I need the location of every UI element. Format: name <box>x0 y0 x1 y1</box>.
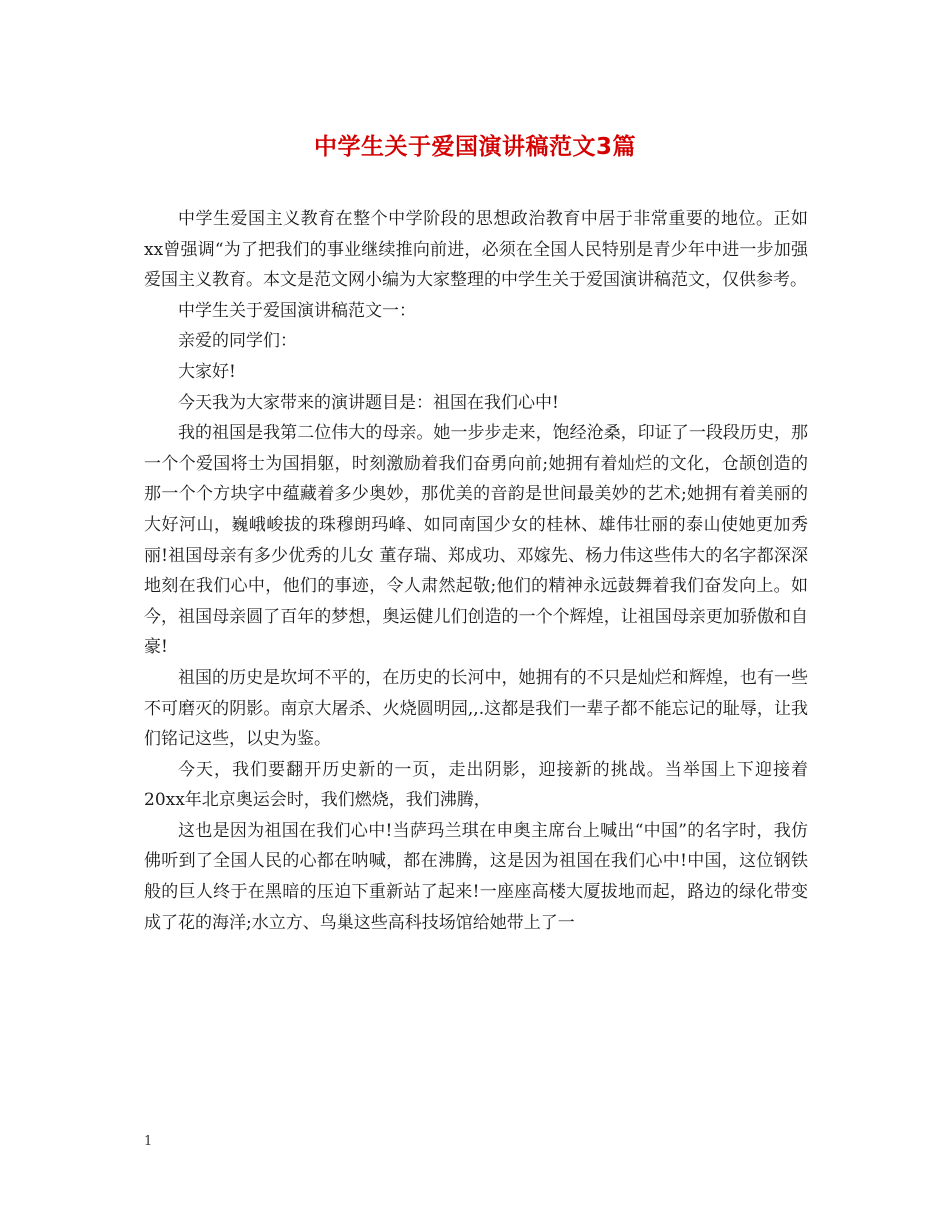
paragraph-greeting: 大家好! <box>178 361 236 382</box>
paragraph-intro: 中学生爱国主义教育在整个中学阶段的思想政治教育中居于非常重要的地位。正如xx曾强调“为了把我们的事业继续推向前进，必须在全国人民特别是青少年中进一步加强爱国主义教育。本文是范文网小编为大家整理的中学生关于爱国演讲稿范文，仅供参考。 <box>144 209 808 291</box>
paragraph-new-page: 今天，我们要翻开历史新的一页，走出阴影，迎接新的挑战。当举国上下迎接着20xx年北京奥运会时，我们燃烧，我们沸腾， <box>144 759 808 811</box>
document-body <box>144 204 808 938</box>
page-number: 1 <box>144 1134 153 1149</box>
paragraph-motherland: 我的祖国是我第二位伟大的母亲。她一步步走来，饱经沧桑，印证了一段段历史，那一个个爱国将士为国捐躯，时刻激励着我们奋勇向前;她拥有着灿烂的文化，仓颉创造的那一个个方块字中蕴藏着多少奥妙，那优美的音韵是世间最美妙的艺术;她拥有着美丽的大好河山，巍峨峻拔的珠穆朗玛峰、如同南国少女的桂林、雄伟壮丽的泰山使她更加秀丽!祖国母亲有多少优秀的儿女 董存瑞、郑成功、邓嫁先、杨力伟这些伟大的名字都深深地刻在我们心中，他们的事迹，令人肃然起敬;他们的精神永远鼓舞着我们奋发向上。如今，祖国母亲圆了百年的梦想，奥运健儿们创造的一个个辉煌，让祖国母亲更加骄傲和自豪! <box>144 423 808 658</box>
document-title: 中学生关于爱国演讲稿范文3篇 <box>313 134 636 160</box>
paragraph-olympics: 这也是因为祖国在我们心中!当萨玛兰琪在申奥主席台上喊出“中国”的名字时，我仿佛听到了全国人民的心都在呐喊，都在沸腾，这是因为祖国在我们心中!中国，这位钢铁般的巨人终于在黑暗的压迫下重新站了起来!一座座高楼大厦拔地而起，路边的绿化带变成了花的海洋;水立方、鸟巢这些高科技场馆给她带上了一 <box>144 820 808 933</box>
paragraph-salutation: 亲爱的同学们： <box>178 331 297 352</box>
paragraph-history: 祖国的历史是坎坷不平的，在历史的长河中，她拥有的不只是灿烂和辉煌，也有一些不可磨灭的阴影。南京大屠杀、火烧圆明园,,.这都是我们一辈子都不能忘记的耻辱，让我们铭记这些，以史为鉴。 <box>144 667 808 750</box>
paragraph-section-heading: 中学生关于爱国演讲稿范文一： <box>178 300 416 321</box>
paragraph-topic: 今天我为大家带来的演讲题目是：祖国在我们心中! <box>178 392 559 413</box>
